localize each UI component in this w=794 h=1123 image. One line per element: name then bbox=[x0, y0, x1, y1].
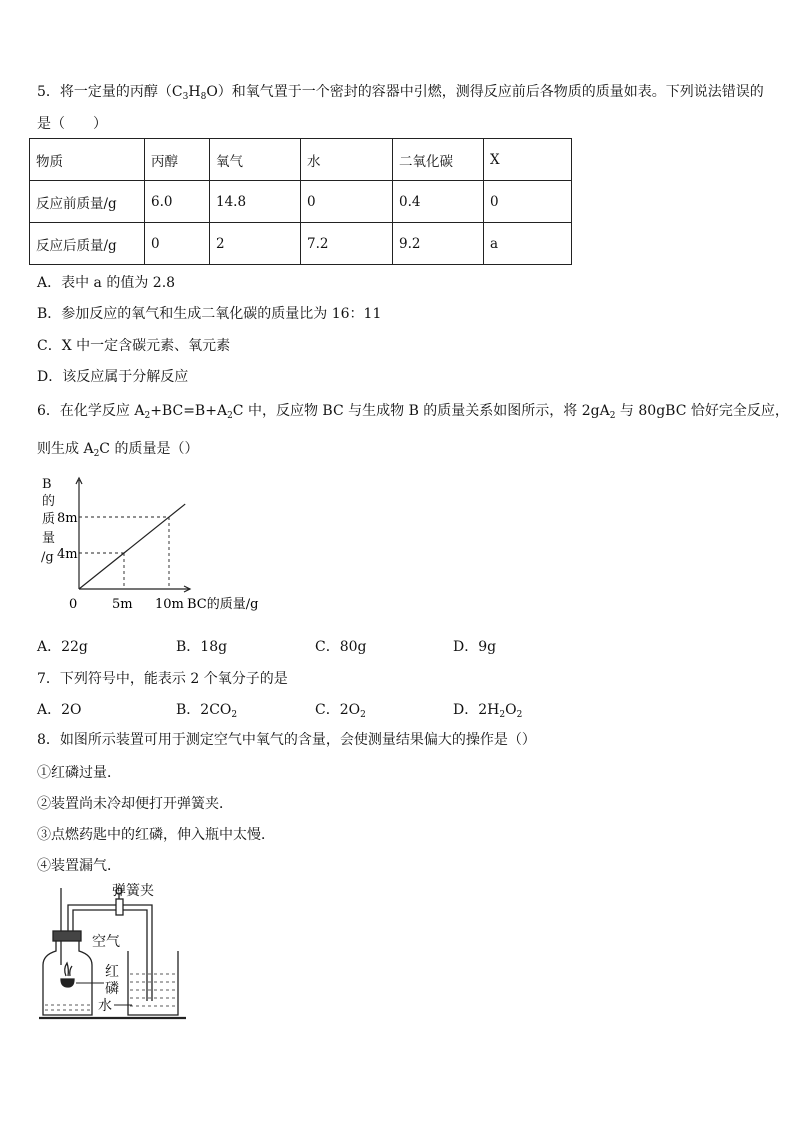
label-phosphorus-1: 红 bbox=[105, 964, 119, 980]
table-cell: X bbox=[484, 139, 572, 181]
y-axis-label-unit: /g bbox=[41, 550, 54, 565]
label-air: 空气 bbox=[92, 934, 120, 950]
table-cell: 0 bbox=[301, 181, 393, 223]
q6-option-c: C．80g bbox=[315, 639, 367, 655]
q6-option-d: D．9g bbox=[453, 639, 497, 655]
q8-item-2: ②装置尚未冷却便打开弹簧夹． bbox=[37, 796, 233, 812]
table-cell: 物质 bbox=[30, 139, 145, 181]
table-cell: 2 bbox=[210, 223, 301, 265]
table-cell: 反应后质量/g bbox=[30, 223, 145, 265]
y-axis-label-b: B bbox=[42, 477, 52, 492]
q6-option-b: B．18g bbox=[176, 639, 228, 655]
spring-clamp bbox=[116, 899, 123, 915]
label-phosphorus-2: 磷 bbox=[105, 981, 119, 997]
table-cell: 0 bbox=[145, 223, 210, 265]
x-axis-label: BC的质量/g bbox=[187, 597, 259, 612]
q7-option-a: A．2O bbox=[37, 702, 82, 718]
q6-mass-chart bbox=[30, 472, 330, 622]
q8-item-3: ③点燃药匙中的红磷，伸入瓶中太慢． bbox=[37, 827, 275, 843]
table-row bbox=[30, 223, 572, 265]
q8-stem: 8．如图所示装置可用于测定空气中氧气的含量，会使测量结果偏大的操作是（） bbox=[37, 732, 536, 748]
q7-option-b: B．$2CO_2$ bbox=[176, 702, 238, 720]
y-axis-label-char: 的 bbox=[42, 494, 56, 509]
table-cell: 0.4 bbox=[393, 181, 484, 223]
table-cell: 9.2 bbox=[393, 223, 484, 265]
x-tick-label: 5m bbox=[112, 597, 133, 612]
q6-option-a: A．22g bbox=[37, 639, 88, 655]
table-cell: 水 bbox=[301, 139, 393, 181]
q7-option-d: D．$2H_2O_2$ bbox=[453, 702, 523, 720]
stopper bbox=[53, 931, 81, 941]
q8-item-4: ④装置漏气． bbox=[37, 858, 121, 874]
q5-option-d: D．该反应属于分解反应 bbox=[37, 369, 189, 385]
table-cell: 丙醇 bbox=[145, 139, 210, 181]
table-cell: 0 bbox=[484, 181, 572, 223]
table-cell: 7.2 bbox=[301, 223, 393, 265]
table-header-row bbox=[30, 139, 572, 181]
label-water: 水 bbox=[98, 998, 112, 1014]
q7-stem: 7．下列符号中，能表示 2 个氧分子的是 bbox=[37, 671, 288, 687]
y-axis-label-char: 质 bbox=[42, 512, 56, 527]
spoon-bowl bbox=[61, 979, 74, 987]
table-cell: 反应前质量/g bbox=[30, 181, 145, 223]
table-cell: 14.8 bbox=[210, 181, 301, 223]
origin-label: 0 bbox=[69, 597, 78, 612]
table-row bbox=[30, 181, 572, 223]
q5-stem-line2: 是（ ） bbox=[37, 116, 107, 132]
q5-option-b: B．参加反应的氧气和生成二氧化碳的质量比为 16：11 bbox=[37, 306, 382, 322]
q8-item-1: ①红磷过量． bbox=[37, 765, 121, 781]
q6-stem: 6．在化学反应 $A_2+BC=B+A_2C$ 中，反应物 BC 与生成物 B 的质量关系如图所示，将 $2gA_2$ 与 80gBC 恰好完全反应， bbox=[37, 403, 789, 421]
table-cell: a bbox=[484, 223, 572, 265]
label-clamp: 弹簧夹 bbox=[112, 883, 154, 899]
q7-option-c: C．$2O_2$ bbox=[315, 702, 366, 720]
table-cell: 氧气 bbox=[210, 139, 301, 181]
bottle bbox=[43, 941, 92, 1015]
y-tick-label: 4m bbox=[57, 547, 78, 562]
beaker bbox=[128, 951, 178, 1015]
flame bbox=[65, 963, 69, 976]
q6-stem-line2: 则生成 $A_2C$ 的质量是（） bbox=[37, 441, 199, 459]
q8-apparatus-figure bbox=[36, 883, 211, 1023]
x-tick-label: 10m bbox=[155, 597, 184, 612]
series-line bbox=[79, 504, 185, 589]
y-axis-label-char: 量 bbox=[42, 531, 56, 546]
q5-option-c: C．X 中一定含碳元素、氧元素 bbox=[37, 338, 231, 354]
q5-option-a: A．表中 a 的值为 2.8 bbox=[37, 275, 176, 291]
q5-stem: 5．将一定量的丙醇$(C_3H_8O)$和氧气置于一个密封的容器中引燃，测得反应前后各物质的质量如表。下列说法错误的 bbox=[37, 84, 764, 102]
y-tick-label: 8m bbox=[57, 511, 78, 526]
q5-mass-table bbox=[29, 138, 572, 265]
flame bbox=[70, 966, 72, 976]
table-cell: 6.0 bbox=[145, 181, 210, 223]
table-cell: 二氧化碳 bbox=[393, 139, 484, 181]
